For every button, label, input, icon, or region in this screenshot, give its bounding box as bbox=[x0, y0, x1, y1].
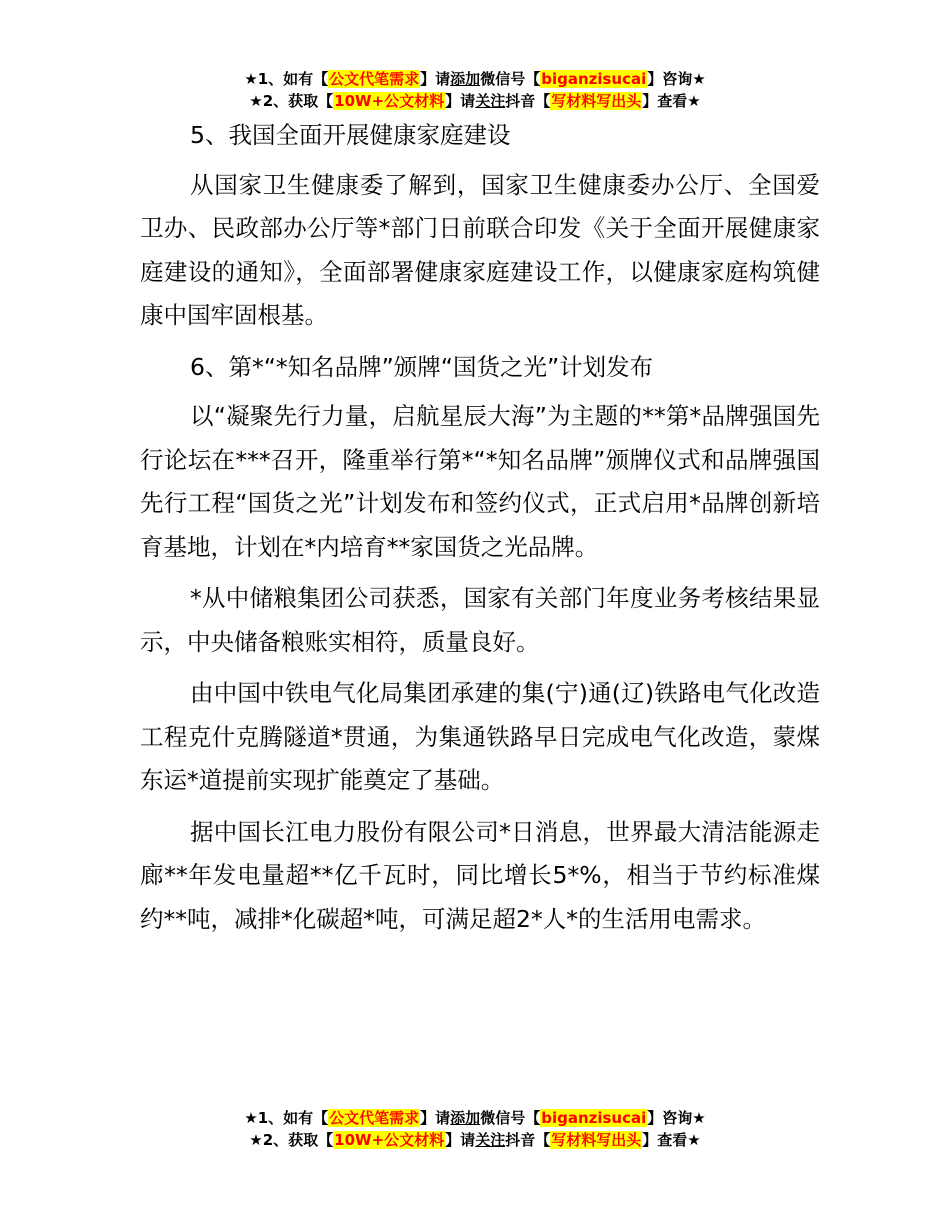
highlight-writing-service: 公文代笔需求 bbox=[329, 70, 420, 88]
paragraph-grain-reserve: *从中储粮集团公司获悉，国家有关部门年度业务考核结果显示，中央储备粮账实相符，质量良好。 bbox=[140, 584, 820, 656]
banner-line-2: ★2、获取【10W+公文材料】请关注抖音【写材料写出头】查看★ bbox=[249, 1131, 701, 1149]
document-body bbox=[140, 114, 820, 949]
highlight-douyin-account: 写材料写出头 bbox=[551, 1131, 642, 1149]
footer-banner bbox=[0, 1107, 950, 1151]
banner-line-1: ★1、如有【公文代笔需求】请添加微信号【biganzisucai】咨询★ bbox=[244, 1109, 706, 1127]
paragraph-clean-energy: 据中国长江电力股份有限公司*日消息，世界最大清洁能源走廊**年发电量超**亿千瓦时，同比增长5*%，相当于节约标准煤约**吨，减排*化碳超*吨，可满足超2*人*的生活用电需求。 bbox=[140, 817, 820, 933]
star-icon: ★ bbox=[249, 92, 263, 110]
highlight-materials: 10W+公文材料 bbox=[334, 92, 445, 110]
section-heading-5: 5、我国全面开展健康家庭建设 bbox=[190, 121, 511, 149]
star-icon: ★ bbox=[687, 1131, 701, 1149]
highlight-douyin-account: 写材料写出头 bbox=[551, 92, 642, 110]
highlight-wechat-id: biganzisucai bbox=[541, 1109, 647, 1127]
highlight-wechat-id: biganzisucai bbox=[541, 70, 647, 88]
star-icon: ★ bbox=[244, 1109, 258, 1127]
banner-line-1: ★1、如有【公文代笔需求】请添加微信号【biganzisucai】咨询★ bbox=[244, 70, 706, 88]
banner-line-2: ★2、获取【10W+公文材料】请关注抖音【写材料写出头】查看★ bbox=[249, 92, 701, 110]
paragraph-brand-forum: 以“凝聚先行力量，启航星辰大海”为主题的**第*品牌强国先行论坛在***召开，隆重举行第*“*知名品牌”颁牌仪式和品牌强国先行工程“国货之光”计划发布和签约仪式，正式启用*品牌创新培育基地，计划在*内培育**家国货之光品牌。 bbox=[140, 402, 820, 561]
paragraph-health-family: 从国家卫生健康委了解到，国家卫生健康委办公厅、全国爱卫办、民政部办公厅等*部门日前联合印发《关于全面开展健康家庭建设的通知》，全面部署健康家庭建设工作，以健康家庭构筑健康中国牢固根基。 bbox=[140, 170, 820, 329]
header-banner bbox=[0, 68, 950, 112]
highlight-materials: 10W+公文材料 bbox=[334, 1131, 445, 1149]
star-icon: ★ bbox=[249, 1131, 263, 1149]
star-icon: ★ bbox=[692, 70, 706, 88]
star-icon: ★ bbox=[244, 70, 258, 88]
star-icon: ★ bbox=[687, 92, 701, 110]
section-heading-6: 6、第*“*知名品牌”颁牌“国货之光”计划发布 bbox=[190, 352, 654, 381]
highlight-writing-service: 公文代笔需求 bbox=[329, 1109, 420, 1127]
paragraph-railway-tunnel: 由中国中铁电气化局集团承建的集(宁)通(辽)铁路电气化改造工程克什克腾隧道*贯通，为集通铁路早日完成电气化改造，蒙煤东运*道提前实现扩能奠定了基础。 bbox=[140, 679, 820, 794]
star-icon: ★ bbox=[692, 1109, 706, 1127]
